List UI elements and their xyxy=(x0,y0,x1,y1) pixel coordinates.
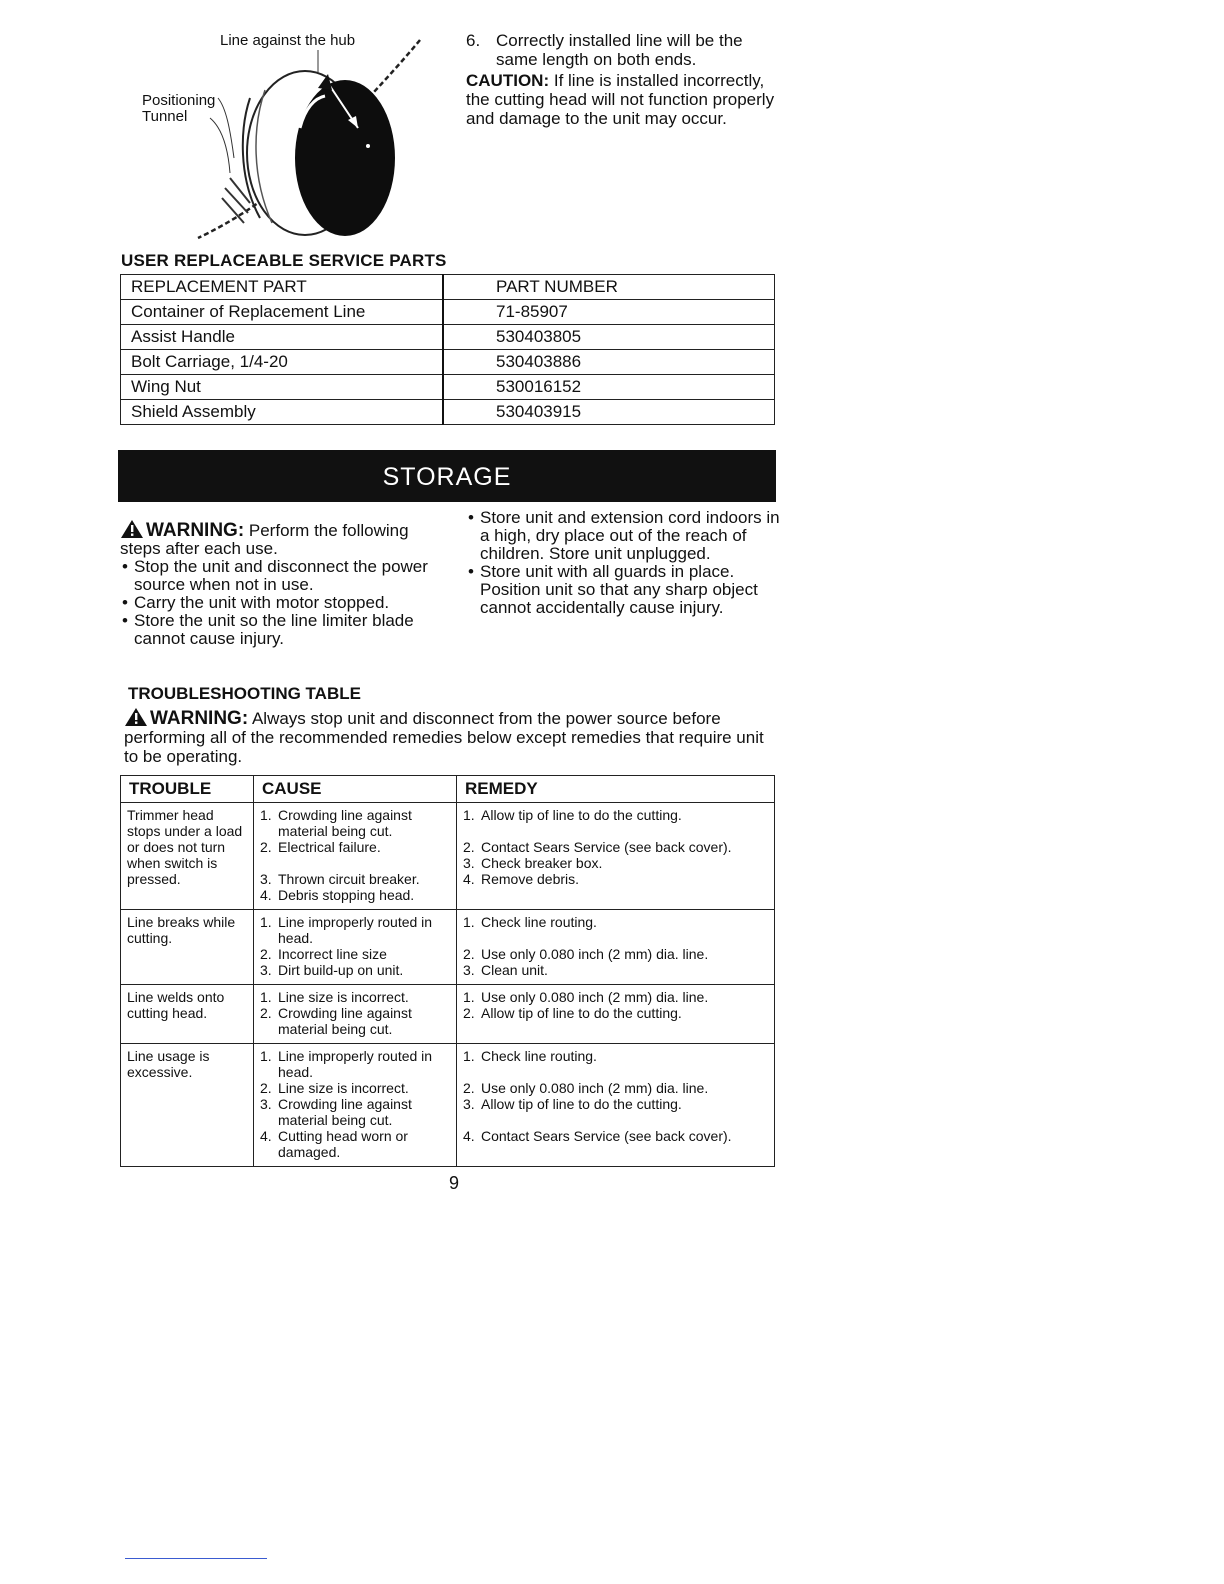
remedy-item: Allow tip of line to do the cutting. xyxy=(481,1005,682,1021)
col-cause: CAUSE xyxy=(254,776,457,803)
warning-label: WARNING: xyxy=(150,708,249,729)
table-row xyxy=(121,350,775,375)
cause-item: Electrical failure. xyxy=(278,839,381,855)
cause-item: Dirt build-up on unit. xyxy=(278,962,404,978)
caution-paragraph xyxy=(466,71,786,128)
list-item: • Stop the unit and disconnect the power source when not in use. xyxy=(120,558,440,594)
list-item: • Store the unit so the line limiter blade cannot cause injury. xyxy=(120,612,440,648)
part-name: Wing Nut xyxy=(121,375,444,400)
label-tunnel: Tunnel xyxy=(142,108,188,125)
part-number: 71-85907 xyxy=(443,300,775,325)
col-remedy: REMEDY xyxy=(457,776,775,803)
cause-cell: 1. Line improperly routed in head. 2. Line size is incorrect. 3. Crowding line against material being cut. 4. Cutting head worn or damaged. xyxy=(254,1044,457,1167)
col-part-number: PART NUMBER xyxy=(443,275,775,300)
table-row xyxy=(121,375,775,400)
cause-item: Crowding line against material being cut. xyxy=(278,1005,412,1037)
step-number: 6. xyxy=(466,31,481,50)
cause-item: Crowding line against material being cut. xyxy=(278,807,412,839)
step-6 xyxy=(466,31,786,128)
cause-item: Thrown circuit breaker. xyxy=(278,871,420,887)
trouble-cell: Line usage is excessive. xyxy=(121,1044,254,1167)
remedy-cell: 1. Allow tip of line to do the cutting. 2. Contact Sears Service (see back cover). 3. Check breaker box. 4. Remove debris. xyxy=(457,803,775,910)
line-installation-figure xyxy=(130,28,440,253)
cause-item: Line improperly routed in head. xyxy=(278,1048,433,1080)
table-row xyxy=(121,325,775,350)
trouble-cell: Trimmer head stops under a load or does not turn when switch is pressed. xyxy=(121,803,254,910)
cause-item: Cutting head worn or damaged. xyxy=(278,1128,408,1160)
remedy-item: Use only 0.080 inch (2 mm) dia. line. xyxy=(481,1080,709,1096)
remedy-item: Check line routing. xyxy=(481,914,597,930)
table-row xyxy=(121,1044,775,1167)
troubleshooting-warning xyxy=(124,707,774,766)
parts-heading: USER REPLACEABLE SERVICE PARTS xyxy=(121,251,447,270)
troubleshooting-heading: TROUBLESHOOTING TABLE xyxy=(128,684,361,703)
warning-triangle-icon xyxy=(120,519,144,539)
table-row xyxy=(121,803,775,910)
cause-item: Line size is incorrect. xyxy=(278,989,409,1005)
remedy-item: Contact Sears Service (see back cover). xyxy=(481,1128,732,1144)
page-number: 9 xyxy=(449,1173,460,1193)
part-number: 530403805 xyxy=(443,325,775,350)
remedy-item: Use only 0.080 inch (2 mm) dia. line. xyxy=(481,989,709,1005)
troubleshooting-table xyxy=(120,775,775,1167)
label-line-against-hub: Line against the hub xyxy=(220,32,356,49)
table-row xyxy=(121,985,775,1044)
remedy-item: Check line routing. xyxy=(481,1048,597,1064)
cause-cell: 1. Crowding line against material being cut. 2. Electrical failure. 3. Thrown circuit breaker. 4. Debris stopping head. xyxy=(254,803,457,910)
remedy-item: Allow tip of line to do the cutting. xyxy=(481,1096,682,1112)
trouble-cell: Line welds onto cutting head. xyxy=(121,985,254,1044)
cause-item: Crowding line against material being cut. xyxy=(278,1096,412,1128)
remedy-cell: 1. Check line routing. 2. Use only 0.080 inch (2 mm) dia. line. 3. Clean unit. xyxy=(457,910,775,985)
table-row xyxy=(121,300,775,325)
warning-text: Always stop unit and disconnect from the power source before performing all of the recommended remedies below except remedies that require unit to be operating. xyxy=(124,709,764,766)
footer-rule xyxy=(125,1558,267,1559)
storage-left-column xyxy=(120,519,440,648)
list-item: • Store unit with all guards in place. Position unit so that any sharp object cannot accidentally cause injury. xyxy=(466,563,786,617)
trouble-cell: Line breaks while cutting. xyxy=(121,910,254,985)
cause-cell: 1. Line size is incorrect. 2. Crowding line against material being cut. xyxy=(254,985,457,1044)
remedy-item: Contact Sears Service (see back cover). xyxy=(481,839,732,855)
parts-header-row xyxy=(121,275,775,300)
cause-item: Incorrect line size xyxy=(278,946,387,962)
remedy-item: Check breaker box. xyxy=(481,855,603,871)
table-row xyxy=(121,910,775,985)
remedy-cell: 1. Use only 0.080 inch (2 mm) dia. line. 2. Allow tip of line to do the cutting. xyxy=(457,985,775,1044)
warning-label: WARNING: xyxy=(146,520,245,541)
part-name: Assist Handle xyxy=(121,325,444,350)
remedy-item: Use only 0.080 inch (2 mm) dia. line. xyxy=(481,946,709,962)
col-replacement-part: REPLACEMENT PART xyxy=(121,275,444,300)
step-text: Correctly installed line will be the same length on both ends. xyxy=(496,31,743,69)
remedy-item: Allow tip of line to do the cutting. xyxy=(481,807,682,823)
cause-item: Line size is incorrect. xyxy=(278,1080,409,1096)
part-name: Bolt Carriage, 1/4-20 xyxy=(121,350,444,375)
part-number: 530403915 xyxy=(443,400,775,425)
cause-item: Line improperly routed in head. xyxy=(278,914,433,946)
label-positioning: Positioning xyxy=(142,92,216,109)
cause-cell: 1. Line improperly routed in head. 2. Incorrect line size 3. Dirt build-up on unit. xyxy=(254,910,457,985)
warning-triangle-icon xyxy=(124,707,148,727)
storage-right-list xyxy=(466,509,786,617)
storage-left-list xyxy=(120,558,440,648)
parts-table xyxy=(120,274,775,425)
cause-item: Debris stopping head. xyxy=(278,887,415,903)
part-name: Shield Assembly xyxy=(121,400,444,425)
troubleshooting-header-row xyxy=(121,776,775,803)
caution-text: If line is installed incorrectly, the cutting head will not function properly and damage to the unit may occur. xyxy=(466,71,775,128)
remedy-cell: 1. Check line routing. 2. Use only 0.080 inch (2 mm) dia. line. 3. Allow tip of line to do the cutting. 4. Contact Sears Service (see back cover). xyxy=(457,1044,775,1167)
storage-right-column xyxy=(466,509,786,617)
storage-warning xyxy=(120,519,440,558)
list-item: • Carry the unit with motor stopped. xyxy=(120,594,440,612)
cutting-head-drawing xyxy=(130,28,440,253)
table-row xyxy=(121,400,775,425)
list-item: • Store unit and extension cord indoors in a high, dry place out of the reach of children. Store unit unplugged. xyxy=(466,509,786,563)
col-trouble: TROUBLE xyxy=(121,776,254,803)
caution-label: CAUTION: xyxy=(466,71,550,90)
remedy-item: Clean unit. xyxy=(481,962,548,978)
part-number: 530403886 xyxy=(443,350,775,375)
remedy-item: Remove debris. xyxy=(481,871,580,887)
part-name: Container of Replacement Line xyxy=(121,300,444,325)
part-number: 530016152 xyxy=(443,375,775,400)
storage-banner: STORAGE xyxy=(118,450,776,502)
warning-text: Perform the following steps after each use. xyxy=(120,521,409,558)
